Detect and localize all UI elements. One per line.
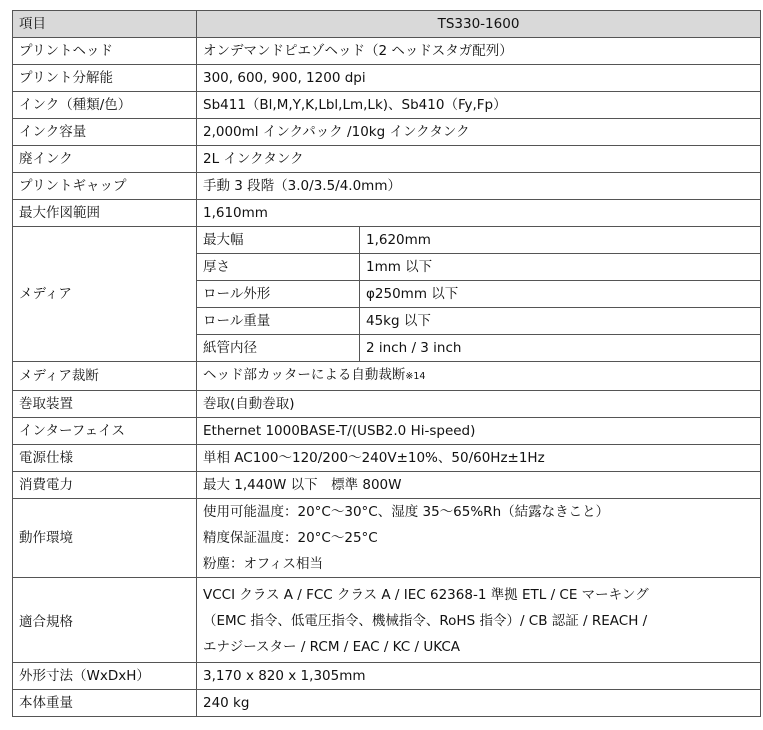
media-sub-label: 厚さ — [197, 254, 360, 281]
row-value: 1,610mm — [197, 200, 761, 227]
row-value — [197, 578, 761, 663]
model-header: TS330-1600 — [197, 11, 761, 38]
row-value: 最大 1,440W 以下 標準 800W — [197, 472, 761, 499]
table-row — [13, 38, 761, 65]
table-row — [13, 173, 761, 200]
media-sub-label: 最大幅 — [197, 227, 360, 254]
media-sub-label: ロール重量 — [197, 308, 360, 335]
media-sub-label: 紙管内径 — [197, 335, 360, 362]
environment-line: 精度保証温度：20°C～25°C — [203, 530, 378, 546]
environment-line: 使用可能温度：20°C～30°C、湿度 35～65%Rh（結露なきこと） — [203, 504, 610, 520]
table-row — [13, 418, 761, 445]
row-value: Ethernet 1000BASE-T/(USB2.0 Hi-speed) — [197, 418, 761, 445]
row-label: インク容量 — [13, 119, 197, 146]
media-label: メディア — [13, 227, 197, 362]
table-row — [13, 362, 761, 391]
table-row — [13, 445, 761, 472]
table-row — [13, 65, 761, 92]
row-label: インターフェイス — [13, 418, 197, 445]
table-row — [13, 472, 761, 499]
table-row — [13, 119, 761, 146]
row-value: Sb411（Bl,M,Y,K,Lbl,Lm,Lk)、Sb410（Fy,Fp） — [197, 92, 761, 119]
standards-line: VCCI クラス A / FCC クラス A / IEC 62368-1 準拠 ETL / CE マーキング — [203, 587, 649, 603]
table-row — [13, 200, 761, 227]
row-label: 動作環境 — [13, 499, 197, 578]
row-value: 2L インクタンク — [197, 146, 761, 173]
row-label: 廃インク — [13, 146, 197, 173]
row-label: プリント分解能 — [13, 65, 197, 92]
row-label: 外形寸法（WxDxH） — [13, 663, 197, 690]
row-label: 適合規格 — [13, 578, 197, 663]
standards-line: （EMC 指令、低電圧指令、機械指令、RoHS 指令）/ CB 認証 / REACH / — [203, 613, 648, 629]
table-row — [13, 227, 761, 254]
table-row — [13, 391, 761, 418]
row-label: 最大作図範囲 — [13, 200, 197, 227]
row-value — [197, 499, 761, 578]
row-value: 単相 AC100～120/200～240V±10%、50/60Hz±1Hz — [197, 445, 761, 472]
table-row — [13, 92, 761, 119]
media-sub-value: 1mm 以下 — [360, 254, 761, 281]
row-label: メディア裁断 — [13, 362, 197, 391]
row-value: 300, 600, 900, 1200 dpi — [197, 65, 761, 92]
spec-table — [12, 10, 761, 717]
item-header: 項目 — [13, 11, 197, 38]
row-label: 消費電力 — [13, 472, 197, 499]
row-value: 3,170 x 820 x 1,305mm — [197, 663, 761, 690]
media-sub-value: φ250mm 以下 — [360, 281, 761, 308]
row-label: 本体重量 — [13, 690, 197, 717]
media-sub-value: 45kg 以下 — [360, 308, 761, 335]
table-row — [13, 663, 761, 690]
media-sub-value: 1,620mm — [360, 227, 761, 254]
media-cut-text: ヘッド部カッターによる自動裁断 — [203, 367, 406, 383]
header-row — [13, 11, 761, 38]
footnote-ref: ※14 — [405, 371, 426, 382]
row-label: 電源仕様 — [13, 445, 197, 472]
row-label: プリントギャップ — [13, 173, 197, 200]
row-value: オンデマンドピエゾヘッド（2 ヘッドスタガ配列） — [197, 38, 761, 65]
row-value: 2,000ml インクパック /10kg インクタンク — [197, 119, 761, 146]
environment-line: 粉塵：オフィス相当 — [203, 556, 324, 572]
table-row — [13, 690, 761, 717]
media-sub-label: ロール外形 — [197, 281, 360, 308]
row-label: プリントヘッド — [13, 38, 197, 65]
table-row — [13, 499, 761, 578]
table-row — [13, 146, 761, 173]
row-value: 巻取(自動巻取) — [197, 391, 761, 418]
row-label: 巻取装置 — [13, 391, 197, 418]
standards-line: エナジースター / RCM / EAC / KC / UKCA — [203, 639, 461, 655]
row-label: インク（種類/色） — [13, 92, 197, 119]
row-value: 手動 3 段階（3.0/3.5/4.0mm） — [197, 173, 761, 200]
row-value: 240 kg — [197, 690, 761, 717]
media-sub-value: 2 inch / 3 inch — [360, 335, 761, 362]
table-row — [13, 578, 761, 663]
row-value — [197, 362, 761, 391]
